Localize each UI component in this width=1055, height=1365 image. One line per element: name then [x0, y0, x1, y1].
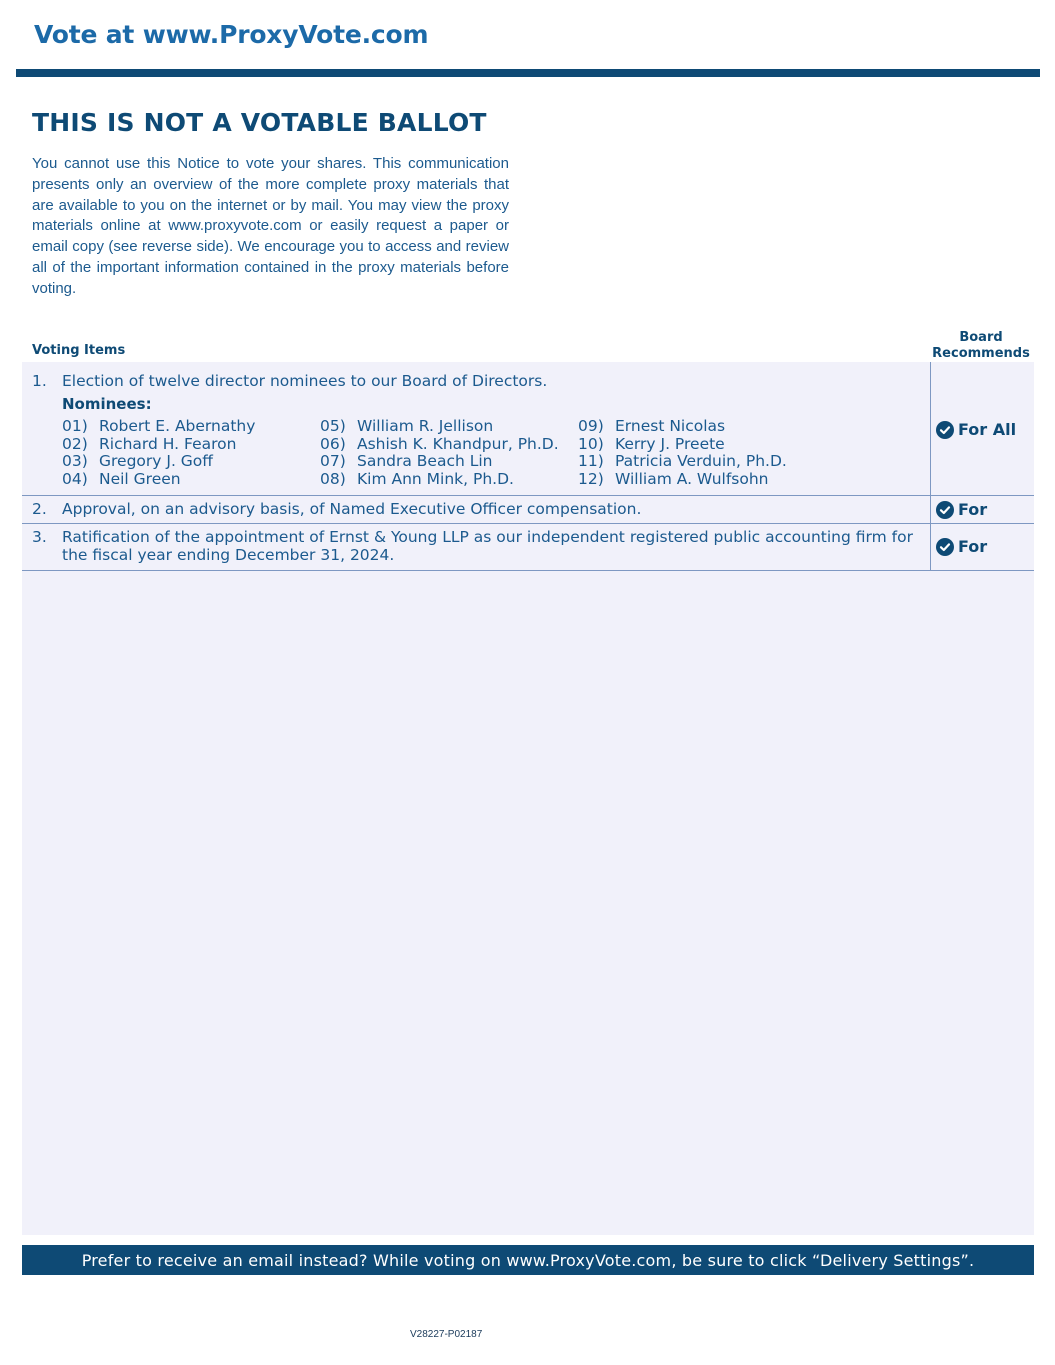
nominee-column — [578, 417, 787, 488]
recommendation-for — [936, 500, 987, 519]
check-circle-icon — [936, 538, 954, 556]
nominee: 12) William A. Wulfsohn — [578, 470, 769, 489]
intro-paragraph: You cannot use this Notice to vote your shares. This communication presents only an overview of the more complete proxy materials that are available to you on the internet or by mail. You may view the proxy materials online at www.proxyvote.com or easily request a paper or email copy (see reverse side). We encourage you to access and review all of the important information contained in the proxy materials before voting. — [32, 155, 509, 297]
nominee: 04) Neil Green — [62, 470, 181, 489]
nominee: 03) Gregory J. Goff — [62, 452, 213, 471]
recommendation-label: For All — [958, 420, 1017, 439]
column-divider — [930, 496, 931, 523]
ballot-heading: THIS IS NOT A VOTABLE BALLOT — [32, 108, 487, 137]
item-text: Approval, on an advisory basis, of Named Executive Officer compensation. — [62, 500, 642, 518]
nominee: 08) Kim Ann Mink, Ph.D. — [320, 470, 514, 489]
nominee: 09) Ernest Nicolas — [578, 417, 726, 435]
nominee: 02) Richard H. Fearon — [62, 434, 237, 453]
nominee: 05) William R. Jellison — [320, 417, 494, 435]
recommendation-for-all — [936, 420, 1016, 439]
nominee-column — [62, 417, 255, 488]
nominee-column — [320, 417, 559, 488]
check-circle-icon — [936, 421, 954, 439]
column-divider — [930, 524, 931, 570]
header-title: Vote at www.ProxyVote.com — [34, 20, 429, 49]
voting-items-header: Voting Items — [32, 343, 126, 358]
item-text: Election of twelve director nominees to our Board of Directors. — [62, 372, 548, 390]
recommendation-label: For — [958, 537, 988, 556]
voting-item-1 — [22, 362, 1034, 496]
item-number: 1. — [32, 372, 47, 390]
nominee: 07) Sandra Beach Lin — [320, 452, 493, 471]
email-delivery-banner: Prefer to receive an email instead? While voting on www.ProxyVote.com, be sure to click “Delivery Settings”. — [22, 1245, 1034, 1275]
nominee: 11) Patricia Verduin, Ph.D. — [578, 452, 787, 471]
item-number: 2. — [32, 500, 47, 518]
nominee: 06) Ashish K. Khandpur, Ph.D. — [320, 434, 559, 453]
board-recommends-line1: Board — [959, 330, 1003, 345]
item-text: Ratification of the appointment of Ernst & Young LLP as our independent registered public accounting firm for the fiscal year ending December 31, 2024. — [62, 528, 913, 564]
header-rule — [16, 69, 1040, 77]
nominee: 10) Kerry J. Preete — [578, 434, 725, 453]
recommendation-label: For — [958, 500, 988, 519]
column-divider — [930, 362, 931, 495]
document-code: V28227-P02187 — [410, 1329, 483, 1340]
board-recommends-header — [928, 330, 1034, 362]
voting-item-3 — [22, 524, 1034, 571]
board-recommends-line2: Recommends — [932, 346, 1030, 361]
voting-item-2 — [22, 496, 1034, 524]
item-number: 3. — [32, 528, 47, 546]
check-circle-icon — [936, 501, 954, 519]
nominees-label: Nominees: — [62, 395, 152, 413]
nominee: 01) Robert E. Abernathy — [62, 417, 256, 435]
recommendation-for — [936, 537, 987, 556]
